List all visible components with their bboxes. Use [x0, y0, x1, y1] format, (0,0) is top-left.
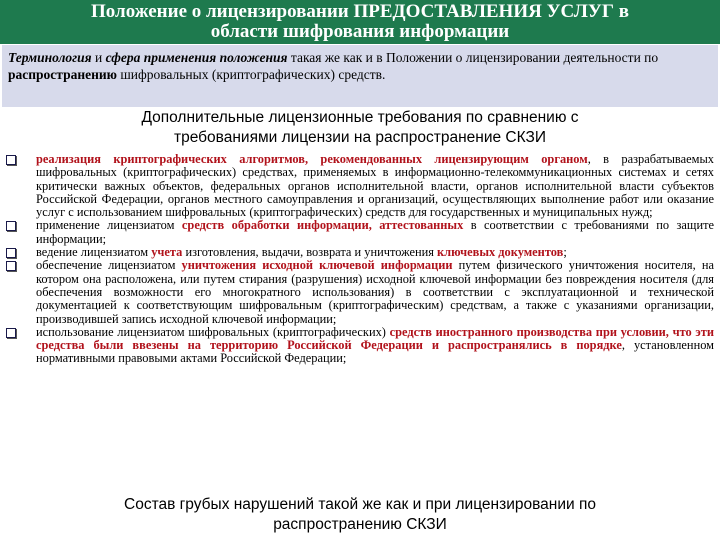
- item-highlight: средств обработки информации, аттестованных: [181, 218, 464, 233]
- list-item: [6, 259, 714, 325]
- item-text: в соответствии с требованиями по защите информации;: [36, 218, 715, 246]
- intro-bold: распространению: [8, 67, 117, 82]
- item-highlight: средств иностранного производства при условии, что эти средства были ввезены на территорию Российской Федерации и распространялись в порядке: [36, 324, 714, 353]
- slide-title-line-2: области шифрования информации: [210, 21, 510, 42]
- intro-box: [2, 45, 718, 107]
- list-item: [6, 326, 714, 366]
- requirements-heading: [0, 108, 720, 148]
- item-highlight: учета: [151, 245, 183, 260]
- list-item: [6, 153, 714, 219]
- list-item: [6, 246, 714, 259]
- item-highlight: реализация криптографических алгоритмов, рекомендованных лицензирующим органом: [36, 152, 588, 166]
- list-item: [6, 219, 714, 246]
- slide-title-line-1: Положение о лицензировании ПРЕДОСТАВЛЕНИЯ УСЛУГ в: [91, 1, 629, 22]
- footer-note-line-2: распространению СКЗИ: [273, 516, 447, 533]
- requirements-heading-line-1: Дополнительные лицензионные требования по сравнению с: [141, 109, 579, 126]
- item-text: изготовления, выдачи, возврата и уничтожения: [182, 245, 438, 260]
- item-text: , установленном нормативными правовыми актами Российской Федерации;: [36, 338, 714, 366]
- checkbox-bullet-icon: [6, 248, 16, 258]
- item-text: ведение лицензиатом: [36, 245, 152, 260]
- item-text: использование лицензиатом шифровальных (криптографических): [36, 324, 390, 339]
- slide-title: [0, 0, 720, 44]
- item-text: обеспечение лицензиатом: [36, 258, 182, 273]
- footer-note: [0, 495, 720, 535]
- intro-text-1: такая же как и в Положении о лицензировании деятельности по: [287, 50, 659, 65]
- footer-note-line-1: Состав грубых нарушений такой же как и при лицензировании по: [124, 496, 596, 513]
- intro-text-2: шифровальных (криптографических) средств.: [116, 67, 386, 82]
- checkbox-bullet-icon: [6, 328, 16, 338]
- checkbox-bullet-icon: [6, 221, 16, 231]
- item-text: путем физического уничтожения носителя, на котором она расположена, или путем стирания (разрушения) исходной ключевой информации без повреждения носителя (для обеспечения возможности его многократного использования) в соответствии с эксплуатационной и технической документацией к соответствующим шифровальным (криптографическим) средствам, а также с указаниями организации, производившей запись исходной ключевой информации;: [36, 258, 714, 326]
- intro-term: Терминология: [8, 50, 92, 65]
- item-highlight: уничтожения исходной ключевой информации: [181, 258, 453, 273]
- intro-scope: сфера применения положения: [105, 50, 288, 65]
- item-highlight: ключевых документов: [437, 245, 564, 260]
- item-text: применение лицензиатом: [36, 218, 182, 233]
- checkbox-bullet-icon: [6, 155, 16, 165]
- checkbox-bullet-icon: [6, 261, 16, 271]
- item-text: , в разрабатываемых шифровальных (криптографических) средствах, применяемых в информационно-телекоммуникационных системах и сетях критически важных объектов, федеральных органов исполнительной власти, органов исполнительной власти субъектов Российской Федерации, органов местного самоуправления и организаций, осуществляющих выполнение работ или оказание услуг с использованием шифровальных (криптографических) средств для государственных и муниципальных нужд;: [36, 152, 714, 220]
- intro-and: и: [91, 50, 106, 65]
- requirements-heading-line-2: требованиями лицензии на распространение СКЗИ: [174, 129, 546, 146]
- item-text: ;: [563, 245, 567, 260]
- requirements-list: [6, 153, 714, 366]
